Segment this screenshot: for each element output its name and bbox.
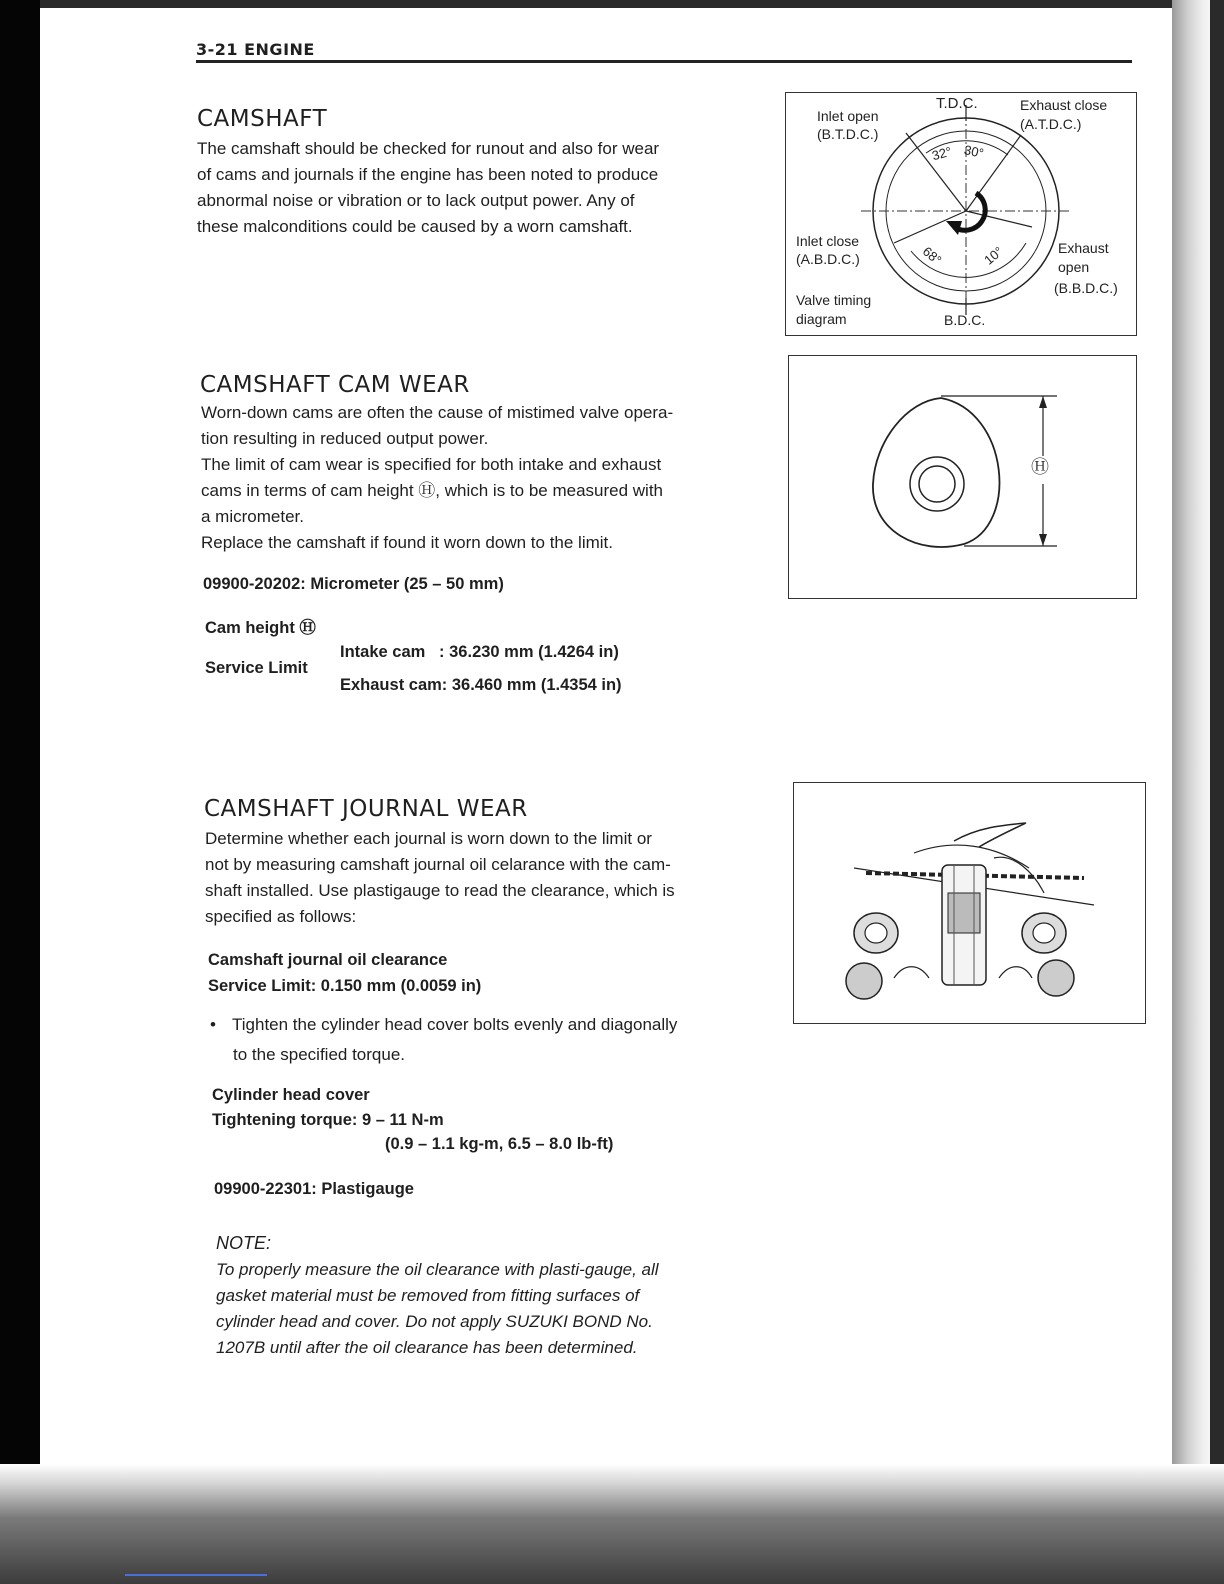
scan-artifact-line (125, 1574, 267, 1576)
angle-10-label: 10° (981, 243, 1006, 268)
note-title: NOTE: (216, 1233, 272, 1253)
note-line: To properly measure the oil clearance with plasti-gauge, all (216, 1260, 659, 1279)
header-rule (196, 60, 1132, 63)
inlet-close-label: Inlet close (796, 233, 860, 249)
text-line: The limit of cam wear is specified for both intake and exhaust (201, 455, 662, 474)
cam-height-figure (788, 355, 1137, 599)
scan-right-shadow (1210, 0, 1224, 1584)
angle-32-label: 32° (930, 143, 954, 164)
scan-top-edge (40, 0, 1180, 8)
cam-lobe-drawing (789, 356, 1136, 598)
note-line: 1207B until after the oil clearance has been determined. (216, 1338, 638, 1357)
micrometer-tool: 09900-20202: Micrometer (25 – 50 mm) (203, 575, 504, 593)
service-limit-label: Service Limit (205, 659, 308, 677)
text-line: not by measuring camshaft journal oil celarance with the cam- (205, 855, 671, 874)
plastigauge-tool: 09900-22301: Plastigauge (214, 1180, 414, 1198)
scan-left-edge (0, 0, 40, 1584)
exhaust-open-label: Exhaust (1058, 240, 1109, 256)
cam-height-h-mark: Ⓗ (1031, 457, 1049, 477)
text-line: abnormal noise or vibration or to lack output power. Any of (197, 191, 635, 210)
bullet-icon: • (210, 1015, 216, 1034)
text-line: Determine whether each journal is worn down to the limit or (205, 829, 652, 848)
inlet-open-label: Inlet open (817, 108, 879, 124)
text-line: shaft installed. Use plastigauge to read the clearance, which is (205, 881, 675, 900)
clearance-label: Camshaft journal oil clearance (208, 951, 448, 969)
exhaust-open-sub2: (B.B.D.C.) (1054, 280, 1118, 296)
exhaust-open-sub: open (1058, 259, 1090, 275)
section-heading-camshaft: CAMSHAFT (197, 106, 328, 132)
camshaft-paragraph (197, 136, 659, 240)
scan-bottom-edge (0, 1464, 1224, 1584)
cam-height-label: Cam height Ⓗ (205, 619, 316, 637)
note-paragraph (216, 1257, 659, 1361)
section-heading-cam-wear: CAMSHAFT CAM WEAR (200, 372, 470, 398)
diagram-caption: Valve timing (796, 292, 872, 308)
bullet-item (210, 1012, 677, 1068)
bullet-line: • Tighten the cylinder head cover bolts evenly and diagonally (210, 1012, 677, 1038)
text-line: of cams and journals if the engine has been noted to produce (197, 165, 659, 184)
text-line: a micrometer. (201, 507, 304, 526)
bdc-label: B.D.C. (944, 312, 986, 328)
section-heading-journal-wear: CAMSHAFT JOURNAL WEAR (204, 796, 528, 822)
note-line: gasket material must be removed from fitting surfaces of (216, 1286, 640, 1305)
inlet-close-sub: (A.B.D.C.) (796, 251, 860, 267)
text-line: tion resulting in reduced output power. (201, 429, 489, 448)
text-line: Replace the camshaft if found it worn down to the limit. (201, 533, 613, 552)
text-line: cams in terms of cam height Ⓗ, which is to be measured with (201, 481, 664, 500)
text-line: these malconditions could be caused by a worn camshaft. (197, 217, 633, 236)
bullet-line-continued: to the specified torque. (233, 1045, 406, 1064)
text-line: Worn-down cams are often the cause of mistimed valve opera- (201, 403, 674, 422)
journal-measurement-figure (793, 782, 1146, 1024)
valve-timing-figure (785, 92, 1137, 336)
note-line: cylinder head and cover. Do not apply SUZUKI BOND No. (216, 1312, 653, 1331)
plastigauge-illustration (794, 783, 1145, 1023)
angle-68-label: 68° (919, 243, 945, 268)
diagram-caption-sub: diagram (796, 311, 847, 327)
page-header: 3-21 ENGINE (196, 40, 315, 59)
cam-wear-paragraph (201, 400, 673, 556)
torque-value: Tightening torque: 9 – 11 N-m (212, 1111, 444, 1129)
inlet-open-sub: (B.T.D.C.) (817, 126, 879, 142)
clearance-limit: Service Limit: 0.150 mm (0.0059 in) (208, 977, 482, 995)
torque-alt: (0.9 – 1.1 kg-m, 6.5 – 8.0 lb-ft) (385, 1135, 614, 1153)
text-line: specified as follows: (205, 907, 357, 926)
text-line: The camshaft should be checked for runout and also for wear (197, 139, 660, 158)
torque-label: Cylinder head cover (212, 1086, 370, 1104)
tdc-label: T.D.C. (936, 95, 978, 112)
intake-cam-spec: Intake cam : 36.230 mm (1.4264 in) (340, 643, 619, 661)
exhaust-close-label: Exhaust close (1020, 97, 1108, 113)
angle-30-label: 30° (962, 142, 986, 161)
exhaust-close-sub: (A.T.D.C.) (1020, 116, 1082, 132)
exhaust-cam-spec: Exhaust cam: 36.460 mm (1.4354 in) (340, 676, 622, 694)
journal-wear-paragraph (205, 826, 675, 930)
